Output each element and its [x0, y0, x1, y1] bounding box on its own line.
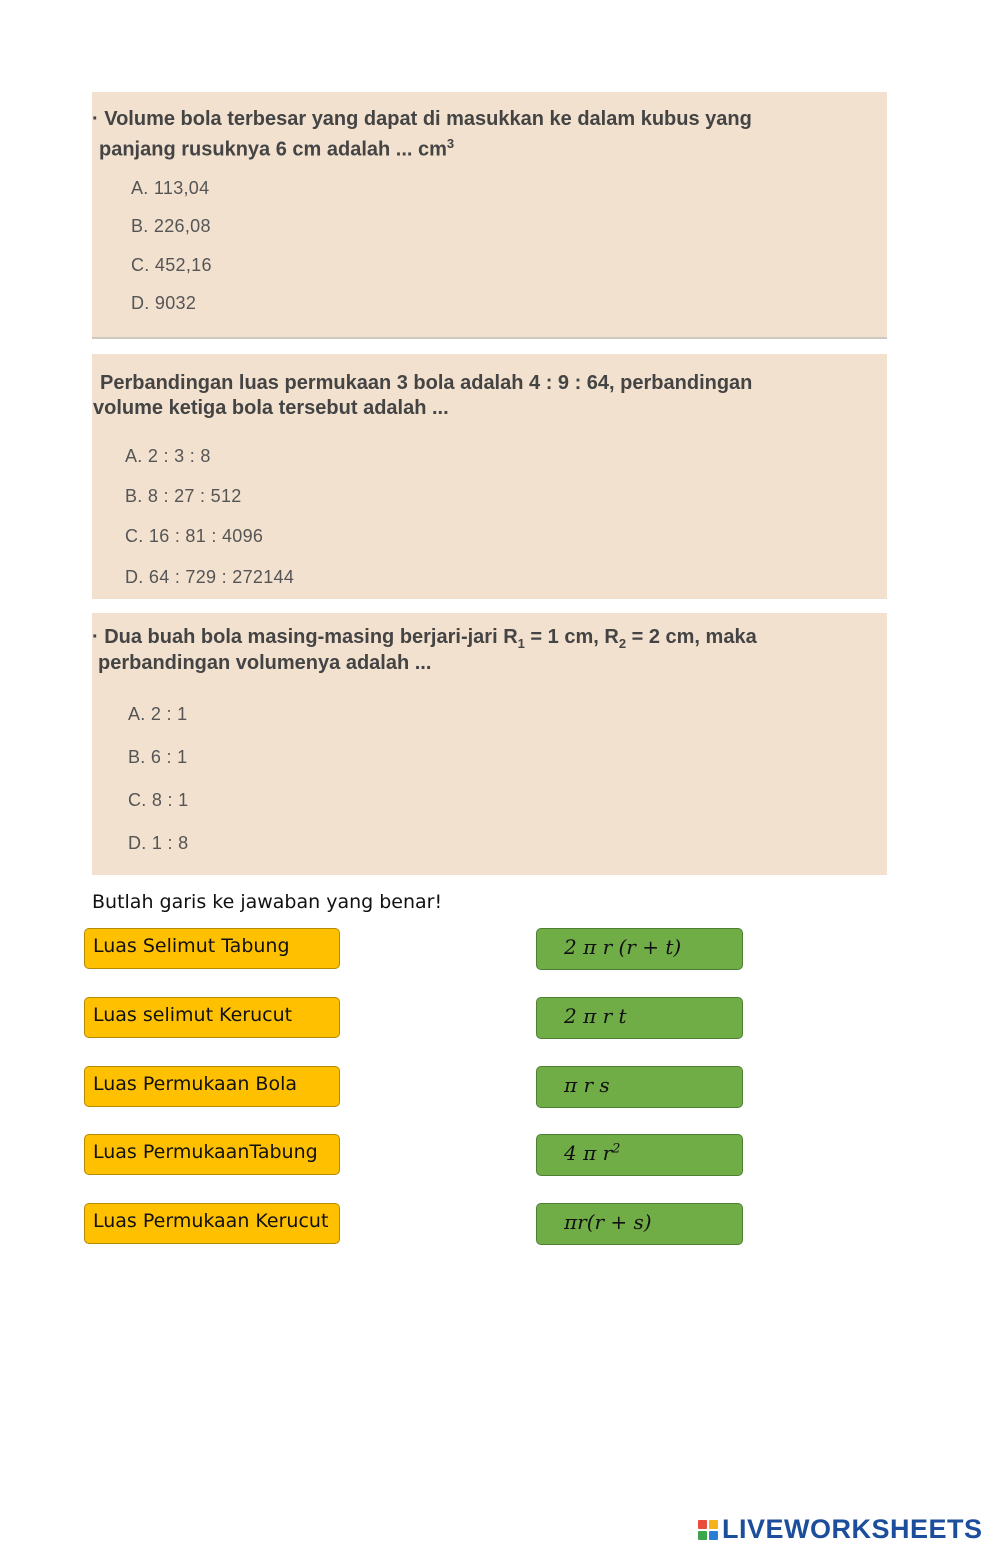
matching-instruction: Butlah garis ke jawaban yang benar! — [92, 891, 443, 913]
question-3-option-d[interactable]: D. 1 : 8 — [128, 833, 189, 853]
match-right-formula-2[interactable]: 2 π r t — [536, 997, 743, 1039]
question-1-option-a[interactable]: A. 113,04 — [131, 178, 210, 198]
question-3-option-c[interactable]: C. 8 : 1 — [128, 790, 189, 810]
match-left-selimut-kerucut[interactable]: Luas selimut Kerucut — [84, 997, 340, 1038]
match-right-formula-5[interactable]: πr(r + s) — [536, 1203, 743, 1245]
logo-grid-icon — [698, 1520, 718, 1540]
question-2-option-a[interactable]: A. 2 : 3 : 8 — [125, 446, 211, 466]
match-right-formula-1[interactable]: 2 π r (r + t) — [536, 928, 743, 970]
question-2-option-d[interactable]: D. 64 : 729 : 272144 — [125, 567, 295, 587]
question-2-line-1: Perbandingan luas permukaan 3 bola adalah 4 : 9 : 64, perbandingan — [100, 372, 753, 394]
question-2-line-2: volume ketiga bola tersebut adalah ... — [93, 397, 449, 419]
question-3-line-1: · Dua buah bola masing-masing berjari-jari $R_1 = 1$ cm, $R_2 = 2$ cm, maka — [92, 626, 757, 651]
question-1-line-2: panjang rusuknya 6 cm adalah ... $cm^3$ — [99, 136, 455, 161]
superscript: 3 — [446, 136, 455, 151]
question-1-option-d[interactable]: D. 9032 — [131, 293, 197, 313]
superscript: 2 — [612, 1141, 621, 1157]
match-left-permukaan-tabung[interactable]: Luas PermukaanTabung — [84, 1134, 340, 1175]
match-left-selimut-tabung[interactable]: Luas Selimut Tabung — [84, 928, 340, 969]
question-3-panel — [92, 613, 887, 875]
question-1-option-c[interactable]: C. 452,16 — [131, 255, 212, 275]
question-2-panel — [92, 354, 887, 599]
match-right-formula-4[interactable]: 4 π $r^2$ — [536, 1134, 743, 1176]
match-left-permukaan-kerucut[interactable]: Luas Permukaan Kerucut — [84, 1203, 340, 1244]
question-3-option-b[interactable]: B. 6 : 1 — [128, 747, 188, 767]
question-1-option-b[interactable]: B. 226,08 — [131, 216, 211, 236]
question-2-option-b[interactable]: B. 8 : 27 : 512 — [125, 486, 242, 506]
question-3-option-a[interactable]: A. 2 : 1 — [128, 704, 188, 724]
match-left-permukaan-bola[interactable]: Luas Permukaan Bola — [84, 1066, 340, 1107]
match-right-formula-3[interactable]: π r s — [536, 1066, 743, 1108]
liveworksheets-logo — [698, 1514, 983, 1545]
question-2-option-c[interactable]: C. 16 : 81 : 4096 — [125, 526, 264, 546]
question-3-line-2: perbandingan volumenya adalah ... — [98, 652, 432, 674]
logo-text: LIVEWORKSHEETS — [722, 1514, 983, 1544]
divider — [92, 337, 887, 339]
question-1-line-1: · Volume bola terbesar yang dapat di masukkan ke dalam kubus yang — [92, 108, 752, 130]
question-1-panel — [92, 92, 887, 338]
